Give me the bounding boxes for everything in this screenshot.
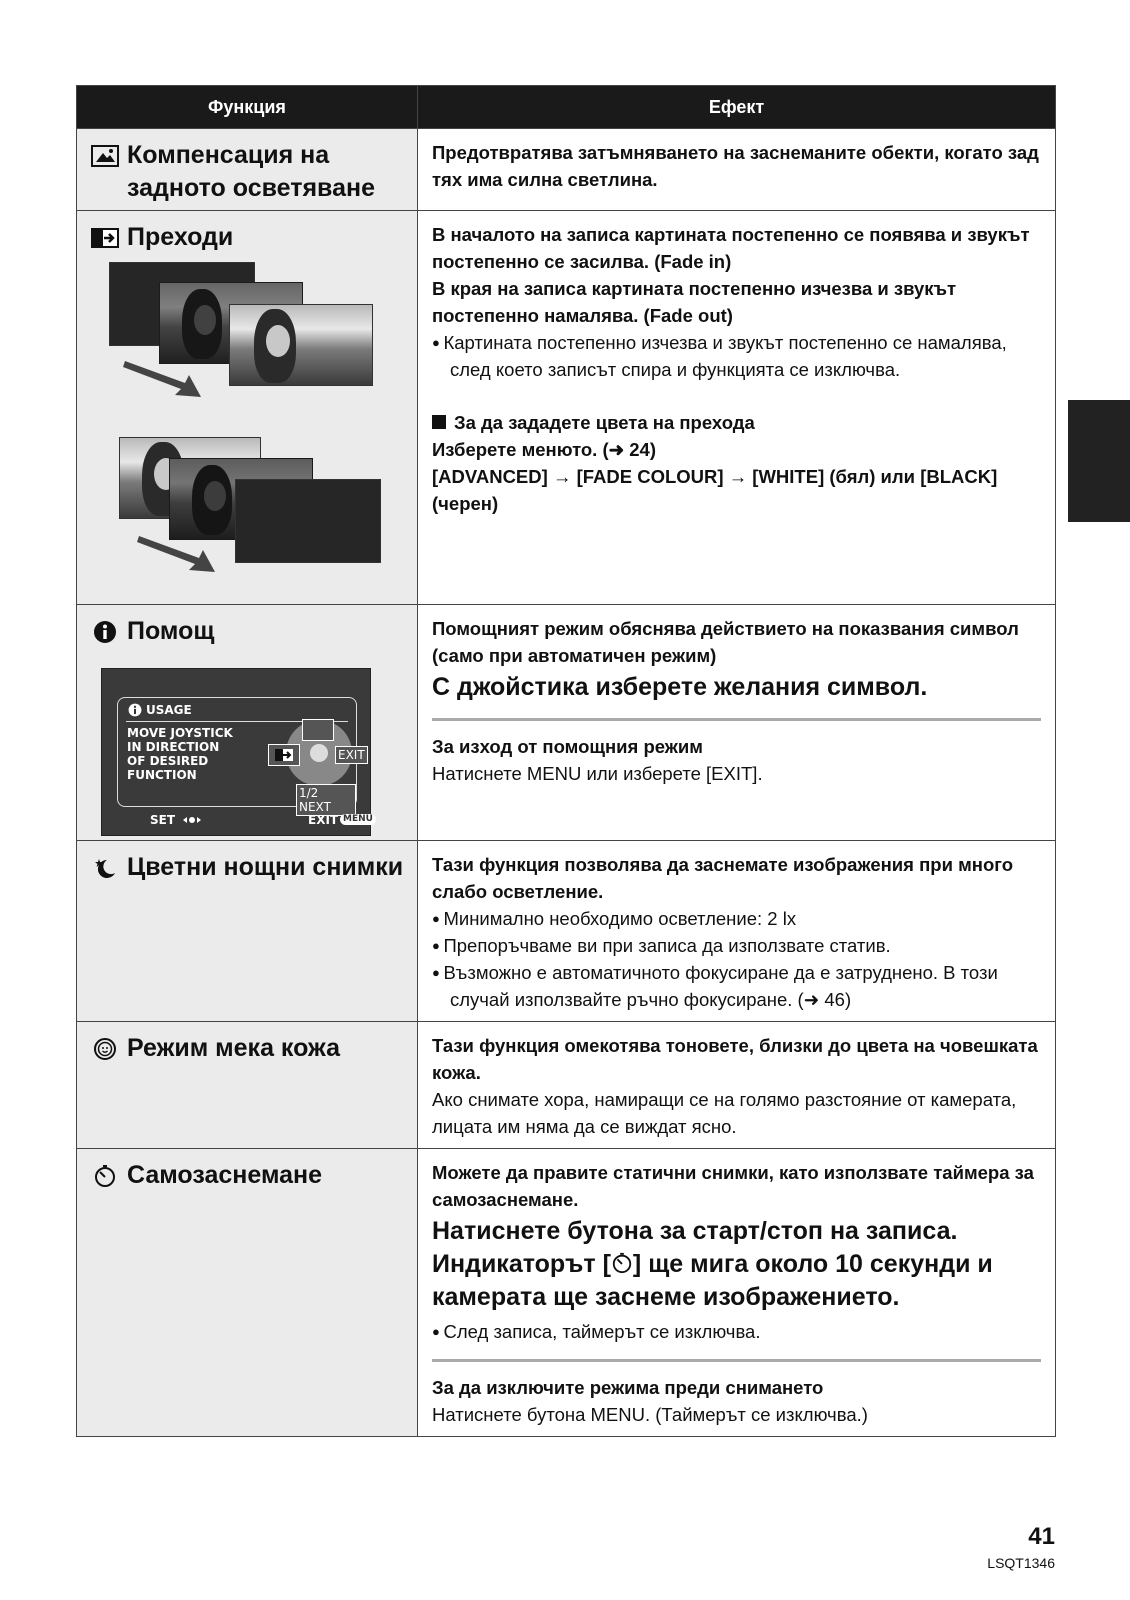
column-header-function: Функция xyxy=(77,86,418,129)
self-timer-bullet-1: ● След записа, таймерът се изключва. xyxy=(432,1318,1041,1345)
fade-in-bright-frame xyxy=(229,304,373,386)
lcd-usage-panel xyxy=(117,697,365,814)
night-description: Тази функция позволява да заснемате изображения при много слабо осветление. xyxy=(432,854,1014,902)
fade-out-black-frame xyxy=(235,479,381,563)
soft-skin-note: Ако снимате хора, намиращи се на голямо разстояние от камерата, лицата им няма да се виждат ясно. xyxy=(432,1089,1017,1137)
section-tab-marker xyxy=(1068,400,1130,522)
self-timer-description: Можете да правите статични снимки, като използвате таймера за самозаснемане. xyxy=(432,1162,1034,1210)
function-title-soft-skin: Режим мека кожа xyxy=(127,1034,340,1062)
fade-out-arrow-icon xyxy=(137,532,217,574)
fade-in-arrow-icon xyxy=(123,357,203,399)
help-instruction: С джойстика изберете желания символ. xyxy=(432,673,928,701)
colour-night-view-icon xyxy=(91,857,119,879)
self-timer-cancel-heading: За да изключите режима преди снимането xyxy=(432,1377,824,1398)
function-title-self-timer: Самозаснемане xyxy=(127,1161,323,1189)
square-bullet-icon xyxy=(432,415,446,429)
function-table xyxy=(76,85,1056,1437)
soft-skin-icon xyxy=(91,1038,119,1060)
lcd-exit-label: EXIT xyxy=(308,813,339,827)
fade-icon xyxy=(91,227,119,249)
help-exit-heading: За изход от помощния режим xyxy=(432,736,703,757)
function-title-fade: Преходи xyxy=(127,223,234,251)
help-exit-text: Натиснете MENU или изберете [EXIT]. xyxy=(432,763,763,784)
fade-in-description: В началото на записа картината постепенно се появява и звукът постепенно се засилва. (Fade in) xyxy=(432,224,1030,272)
function-title-night: Цветни нощни снимки xyxy=(127,853,404,881)
column-header-effect: Ефект xyxy=(418,86,1056,129)
lcd-fade-icon xyxy=(268,744,300,766)
function-title-backlight: Компенсация на задното осветяване xyxy=(127,141,375,202)
page-number: 41 xyxy=(1028,1523,1055,1550)
help-icon xyxy=(91,621,119,643)
self-timer-step-2: Индикаторът [ ] ще мига около 10 секунди и камерата ще заснеме изображението. xyxy=(432,1250,993,1311)
lcd-menu-icon: MENU xyxy=(340,814,376,825)
self-timer-inline-icon xyxy=(611,1252,633,1274)
lcd-help-icon xyxy=(128,703,142,717)
lcd-exit-button: EXIT xyxy=(335,746,368,764)
fade-note: ● Картината постепенно изчезва и звукът постепенно се намалява, след което записът спира и функцията се изключва. xyxy=(432,329,1041,383)
lcd-backlight-icon xyxy=(302,719,334,741)
self-timer-icon xyxy=(91,1165,119,1187)
fade-select-menu: Изберете менюто. (➜ 24) xyxy=(432,439,657,460)
lcd-joystick-icon xyxy=(182,814,202,826)
lcd-usage-label: USAGE xyxy=(146,703,192,717)
self-timer-cancel-text: Натиснете бутона MENU. (Таймерът се изключва.) xyxy=(432,1404,868,1425)
document-code: LSQT1346 xyxy=(987,1555,1055,1571)
fade-illustration xyxy=(77,262,417,592)
effect-backlight: Предотвратява затъмняването на заснеманите обекти, когато зад тях има силна светлина. xyxy=(432,142,1039,190)
soft-skin-description: Тази функция омекотява тоновете, близки до цвета на човешката кожа. xyxy=(432,1035,1038,1083)
night-bullet-2: ● Препоръчваме ви при записа да използвате статив. xyxy=(432,932,1041,959)
function-title-help: Помощ xyxy=(127,617,215,645)
night-bullet-1: ● Минимално необходимо осветление: 2 lx xyxy=(432,905,1041,932)
lcd-line-4: FUNCTION xyxy=(127,768,197,782)
night-bullet-3: ● Възможно е автоматичното фокусиране да е затруднено. В този случай използвайте ръчно фокусиране. (➜ 46) xyxy=(432,959,1041,1013)
lcd-joystick-center xyxy=(310,744,328,762)
fade-menu-path: [ADVANCED] → [FADE COLOUR] → [WHITE] (бял) или [BLACK] (черен) xyxy=(432,466,998,514)
self-timer-step-1: Натиснете бутона за старт/стоп на записа. xyxy=(432,1217,958,1245)
backlight-compensation-icon xyxy=(91,145,119,167)
help-description: Помощният режим обяснява действието на показвания символ (само при автоматичен режим) xyxy=(432,618,1019,666)
lcd-next-button: 1/2 NEXT xyxy=(296,784,356,816)
fade-out-description: В края на записа картината постепенно изчезва и звукът постепенно намалява. (Fade out) xyxy=(432,278,957,326)
divider xyxy=(432,718,1041,721)
lcd-line-2: IN DIRECTION xyxy=(127,740,220,754)
lcd-line-3: OF DESIRED xyxy=(127,754,209,768)
fade-colour-heading: За да зададете цвета на прехода xyxy=(432,409,1041,436)
lcd-set-label: SET xyxy=(150,813,176,827)
help-lcd-screen xyxy=(101,668,371,836)
lcd-line-1: MOVE JOYSTICK xyxy=(127,726,233,740)
divider xyxy=(432,1359,1041,1362)
